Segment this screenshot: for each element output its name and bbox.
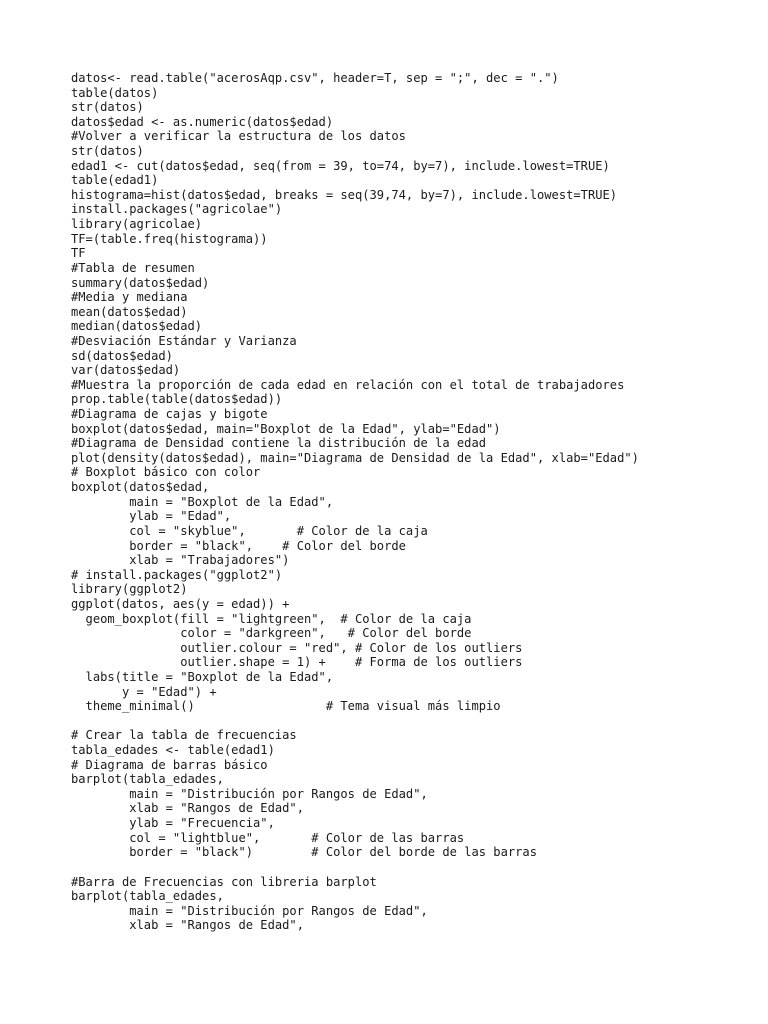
code-line: ylab = "Edad", xyxy=(71,509,232,524)
code-line: main = "Distribución por Rangos de Edad", xyxy=(71,786,428,801)
code-line: tabla_edades <- table(edad1) xyxy=(71,743,275,758)
code-line: #Diagrama de Densidad contiene la distribución de la edad xyxy=(71,436,487,451)
code-line: ylab = "Frecuencia", xyxy=(71,816,275,831)
code-line: install.packages("agricolae") xyxy=(71,202,283,217)
code-line: summary(datos$edad) xyxy=(71,275,210,290)
code-line xyxy=(71,860,751,875)
code-line: #Muestra la proporción de cada edad en relación con el total de trabajadores xyxy=(71,377,625,392)
code-line: histograma=hist(datos$edad, breaks = seq(39,74, by=7), include.lowest=TRUE) xyxy=(71,187,618,202)
code-line: ggplot(datos, aes(y = edad)) + xyxy=(71,596,290,611)
code-line: plot(density(datos$edad), main="Diagrama de Densidad de la Edad", xlab="Edad") xyxy=(71,450,639,465)
code-line: TF=(table.freq(histograma)) xyxy=(71,231,268,246)
code-line: edad1 <- cut(datos$edad, seq(from = 39, to=74, by=7), include.lowest=TRUE) xyxy=(71,158,610,173)
code-line: prop.table(table(datos$edad)) xyxy=(71,392,283,407)
code-line: boxplot(datos$edad, main="Boxplot de la Edad", ylab="Edad") xyxy=(71,421,501,436)
code-line: # Diagrama de barras básico xyxy=(71,757,268,772)
code-line: str(datos) xyxy=(71,100,144,115)
code-line: library(agricolae) xyxy=(71,217,203,232)
code-line: barplot(tabla_edades, xyxy=(71,889,224,904)
code-line: str(datos) xyxy=(71,144,144,159)
code-line: # Boxplot básico con color xyxy=(71,465,261,480)
code-line: # install.packages("ggplot2") xyxy=(71,567,283,582)
code-line: median(datos$edad) xyxy=(71,319,203,334)
code-line: main = "Distribución por Rangos de Edad", xyxy=(71,903,428,918)
code-line: main = "Boxplot de la Edad", xyxy=(71,494,334,509)
code-line: col = "skyblue", # Color de la caja xyxy=(71,523,428,538)
code-line: #Volver a verificar la estructura de los datos xyxy=(71,129,406,144)
code-line: geom_boxplot(fill = "lightgreen", # Color de la caja xyxy=(71,611,472,626)
code-line: # Crear la tabla de frecuencias xyxy=(71,728,297,743)
code-line: #Diagrama de cajas y bigote xyxy=(71,407,268,422)
code-line: barplot(tabla_edades, xyxy=(71,772,224,787)
code-listing xyxy=(71,71,751,933)
code-line: y = "Edad") + xyxy=(71,684,217,699)
code-line: table(edad1) xyxy=(71,173,159,188)
code-line: xlab = "Rangos de Edad", xyxy=(71,918,304,933)
code-line: sd(datos$edad) xyxy=(71,348,173,363)
code-line: theme_minimal() # Tema visual más limpio xyxy=(71,699,501,714)
code-line: border = "black") # Color del borde de las barras xyxy=(71,845,537,860)
code-line: #Tabla de resumen xyxy=(71,260,195,275)
code-line: table(datos) xyxy=(71,85,159,100)
code-line: border = "black", # Color del borde xyxy=(71,538,406,553)
code-line: outlier.shape = 1) + # Forma de los outliers xyxy=(71,655,523,670)
code-line: var(datos$edad) xyxy=(71,363,181,378)
code-line: xlab = "Rangos de Edad", xyxy=(71,801,304,816)
code-line: mean(datos$edad) xyxy=(71,304,188,319)
code-line: boxplot(datos$edad, xyxy=(71,480,210,495)
code-line: col = "lightblue", # Color de las barras xyxy=(71,830,465,845)
code-line: #Barra de Frecuencias con libreria barplot xyxy=(71,874,377,889)
code-line xyxy=(71,714,751,729)
code-line: datos<- read.table("acerosAqp.csv", header=T, sep = ";", dec = ".") xyxy=(71,71,559,85)
code-line: #Media y mediana xyxy=(71,290,188,305)
code-line: TF xyxy=(71,246,86,261)
code-line: labs(title = "Boxplot de la Edad", xyxy=(71,669,334,684)
code-line: color = "darkgreen", # Color del borde xyxy=(71,626,472,641)
code-line: outlier.colour = "red", # Color de los outliers xyxy=(71,640,523,655)
code-line: xlab = "Trabajadores") xyxy=(71,553,290,568)
code-line: library(ggplot2) xyxy=(71,582,188,597)
code-line: datos$edad <- as.numeric(datos$edad) xyxy=(71,114,334,129)
code-line: #Desviación Estándar y Varianza xyxy=(71,333,297,348)
